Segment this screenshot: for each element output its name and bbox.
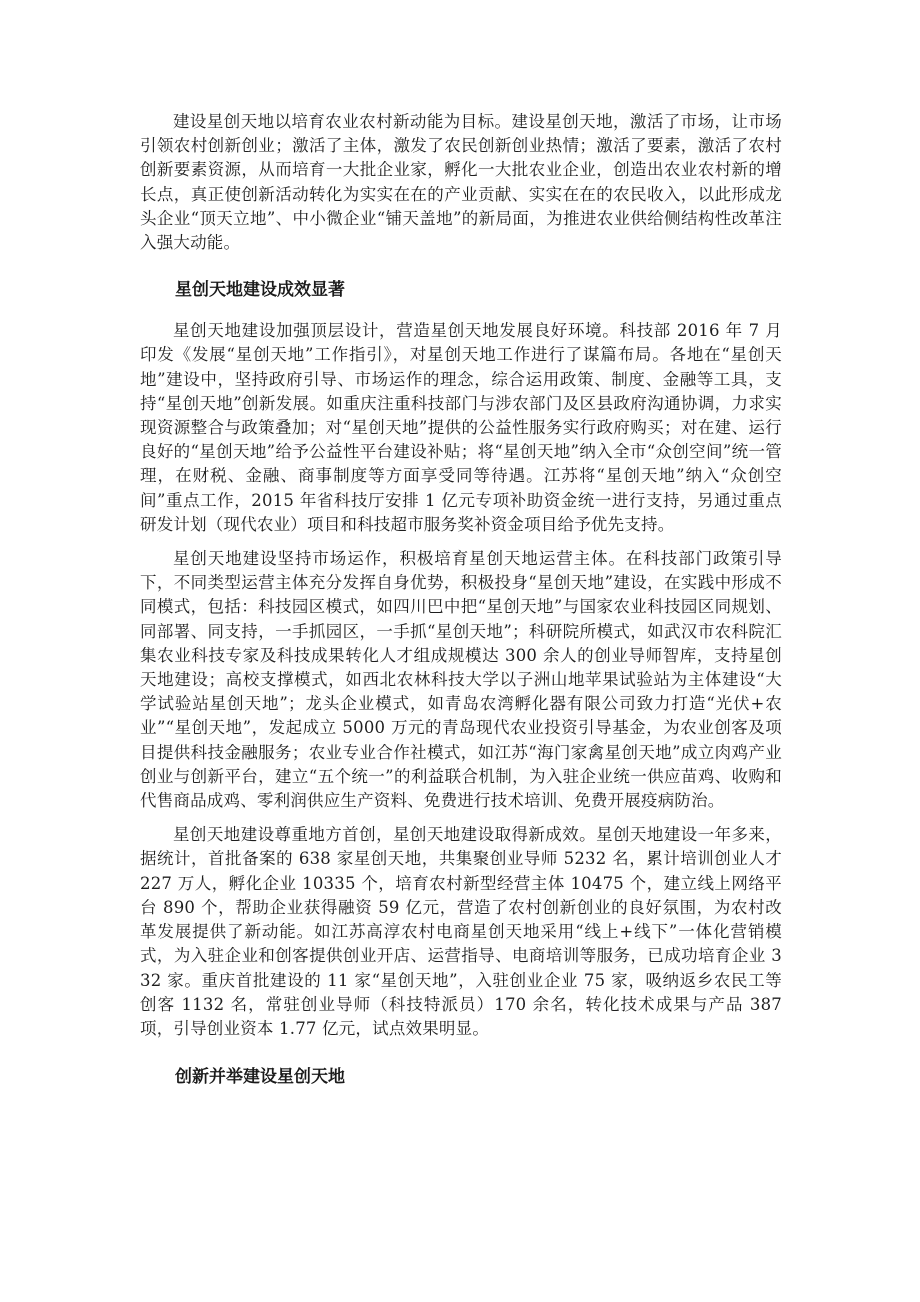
paragraph-market-operation: 星创天地建设坚持市场运作，积极培育星创天地运营主体。在科技部门政策引导下，不同类型运营主体充分发挥自身优势，积极投身“星创天地”建设，在实践中形成不同模式，包括：科技园区模式，如四川巴中把“星创天地”与国家农业科技园区同规划、同部署、同支持，一手抓园区，一手抓“星创天地”；科研院所模式，如武汉市农科院汇集农业科技专家及科技成果转化人才组成规模达 300 余人的创业导师智库，支持星创天地建设；高校支撑模式，如西北农林科技大学以子洲山地苹果试验站为主体建设“大学试验站星创天地”；龙头企业模式，如青岛农湾孵化器有限公司致力打造“光伏+农业”“星创天地”，发起成立 5000 万元的青岛现代农业投资引导基金，为农业创客及项目提供科技金融服务；农业专业合作社模式，如江苏“海门家禽星创天地”成立肉鸡产业创业与创新平台，建立“五个统一”的利益联合机制，为入驻企业统一供应苗鸡、收购和代售商品成鸡、零利润供应生产资料、免费进行技术培训、免费开展疫病防治。: [140, 549, 782, 811]
paragraph-spacer: [140, 537, 782, 547]
document-body: [140, 110, 782, 1089]
paragraph-local-initiative: 星创天地建设尊重地方首创，星创天地建设取得新成效。星创天地建设一年多来，据统计，首批备案的 638 家星创天地，共集聚创业导师 5232 名，累计培训创业人才 227 万人，孵化企业 10335 个，培育农村新型经营主体 10475 个，建立线上网络平台 890 个，帮助企业获得融资 59 亿元，营造了农村创新创业的良好氛围，为农村改革发展提供了新动能。如江苏高淳农村电商星创天地采用“线上+线下”一体化营销模式，为入驻企业和创客提供创业开店、运营指导、电商培训等服务，已成功培育企业 332 家。重庆首批建设的 11 家“星创天地”，入驻创业企业 75 家，吸纳返乡农民工等创客 1132 名，常驻创业导师（科技特派员）170 余名，转化技术成果与产品 387 项，引导创业资本 1.77 亿元，试点效果明显。: [140, 825, 782, 1038]
paragraph-spacer: [140, 813, 782, 823]
paragraph-intro: 建设星创天地以培育农业农村新动能为目标。建设星创天地，激活了市场，让市场引领农村创新创业；激活了主体，激发了农民创新创业热情；激活了要素，激活了农村创新要素资源，从而培育一大批企业家，孵化一大批农业企业，创造出农业农村新的增长点，真正使创新活动转化为实实在在的产业贡献、实实在在的农民收入，以此形成龙头企业“顶天立地”、中小微企业“铺天盖地”的新局面，为推进农业供给侧结构性改革注入强大动能。: [140, 112, 782, 253]
paragraph-top-level-design: 星创天地建设加强顶层设计，营造星创天地发展良好环境。科技部 2016 年 7 月印发《发展“星创天地”工作指引》，对星创天地工作进行了谋篇布局。各地在“星创天地”建设中，坚持政府引导、市场运作的理念，综合运用政策、制度、金融等工具，支持“星创天地”创新发展。如重庆注重科技部门与涉农部门及区县政府沟通协调，力求实现资源整合与政策叠加；对“星创天地”提供的公益性服务实行政府购买；对在建、运行良好的“星创天地”给予公益性平台建设补贴；将“星创天地”纳入全市“众创空间”统一管理，在财税、金融、商事制度等方面享受同等待遇。江苏将“星创天地”纳入“众创空间”重点工作，2015 年省科技厅安排 1 亿元专项补助资金统一进行支持，另通过重点研发计划（现代农业）项目和科技超市服务奖补资金项目给予优先支持。: [140, 321, 782, 534]
section-heading-innovation: 创新并举建设星创天地: [175, 1067, 345, 1088]
section-heading-achievements: 星创天地建设成效显著: [175, 280, 345, 301]
